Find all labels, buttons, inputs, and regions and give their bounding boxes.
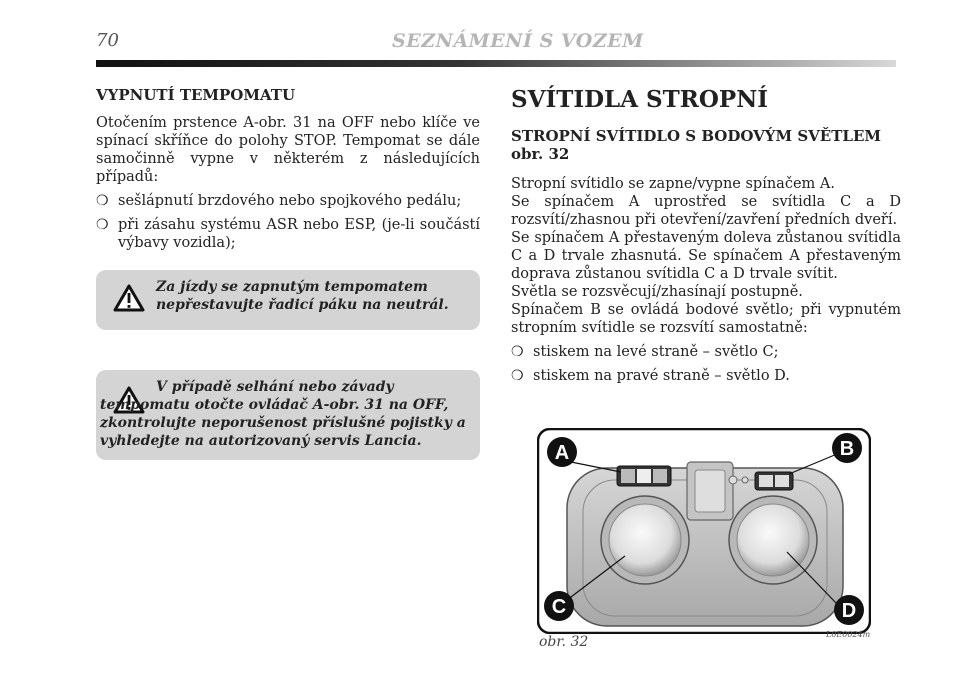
figure-reference: obr. 32 xyxy=(511,145,570,163)
callout-b-label: B xyxy=(839,438,855,460)
paragraph: Spínačem B se ovládá bodové světlo; při vypnutém stropním svítidle se rozsvítí samostatně: xyxy=(511,302,901,336)
callout-c-label: C xyxy=(551,596,567,618)
left-column xyxy=(96,86,480,252)
bullet-mark: ❍ xyxy=(511,368,524,384)
list-item-text: při zásahu systému ASR nebo ESP, (je-li součástí výbavy vozidla); xyxy=(118,217,480,251)
center-recess-inner xyxy=(695,470,725,512)
bullet-mark: ❍ xyxy=(511,344,524,360)
list-item-text: sešlápnutí brzdového nebo spojkového pedálu; xyxy=(118,193,462,209)
callout-c xyxy=(544,591,574,621)
warning-box-neutral xyxy=(96,270,480,330)
figure-code: L0E0024m xyxy=(826,630,871,639)
callout-a-label: A xyxy=(554,442,570,464)
list-item-text: stiskem na pravé straně – světlo D. xyxy=(533,368,790,384)
callout-a xyxy=(547,437,577,467)
indicator-dot xyxy=(742,477,748,483)
switch-b-right xyxy=(775,475,789,487)
switch-a-right xyxy=(653,469,667,483)
running-title: SEZNÁMENÍ S VOZEM xyxy=(392,30,644,52)
warning-box-failure xyxy=(96,370,480,460)
section-heading-cruise-off: VYPNUTÍ TEMPOMATU xyxy=(96,86,296,104)
list-item-text: stiskem na levé straně – světlo C; xyxy=(533,344,779,360)
paragraph: Se spínačem A uprostřed se svítidla C a D rozsvítí/zhasnou při otevření/zavření předních dveří. xyxy=(511,194,901,228)
paragraph: Se spínačem A přestaveným doleva zůstanou svítidla C a D trvale zhasnutá. Se spínačem A přestaveným doprava zůstanou svítidla C a D trvale svítit. xyxy=(511,230,901,282)
list-item xyxy=(96,192,480,210)
callout-d xyxy=(834,595,864,625)
lamp-d-lens xyxy=(737,504,809,576)
header-rule xyxy=(96,60,896,67)
lamp-c-lens xyxy=(609,504,681,576)
subheading xyxy=(511,127,901,163)
callout-d-label: D xyxy=(841,600,857,622)
list-item xyxy=(511,367,901,385)
indicator-dot xyxy=(729,476,737,484)
warning-triangle-icon xyxy=(113,284,145,312)
warning-text: V případě selhání nebo závady tempomatu otočte ovládač A-obr. 31 na OFF, zkontrolujte neporušenost příslušné pojistky a vyhledejte na autorizovaný servis Lancia. xyxy=(100,379,466,449)
paragraph: Světla se rozsvěcují/zhasínají postupně. xyxy=(511,284,803,300)
page-number: 70 xyxy=(96,30,119,51)
bullet-mark: ❍ xyxy=(96,217,109,233)
bullet-mark: ❍ xyxy=(96,193,109,209)
list-item xyxy=(511,343,901,361)
intro-paragraph: Otočením prstence A-obr. 31 na OFF nebo klíče ve spínací skříňce do polohy STOP. Tempomat se dále samočinně vypne v některém z následujících případů: xyxy=(96,115,480,185)
right-column xyxy=(511,86,901,385)
paragraph: Stropní svítidlo se zapne/vypne spínačem A. xyxy=(511,176,835,192)
switch-a-center xyxy=(637,469,651,483)
ceiling-light-illustration xyxy=(537,428,871,634)
list-item xyxy=(96,216,480,252)
warning-text: Za jízdy se zapnutým tempomatem nepřestavujte řadicí páku na neutrál. xyxy=(156,279,449,313)
subheading-line: STROPNÍ SVÍTIDLO S BODOVÝM SVĚTLEM xyxy=(511,127,881,145)
switch-a-left xyxy=(621,469,635,483)
section-heading-ceiling-lights: SVÍTIDLA STROPNÍ xyxy=(511,86,769,113)
callout-b xyxy=(832,433,862,463)
figure-caption: obr. 32 xyxy=(539,634,589,650)
switch-b-left xyxy=(759,475,773,487)
